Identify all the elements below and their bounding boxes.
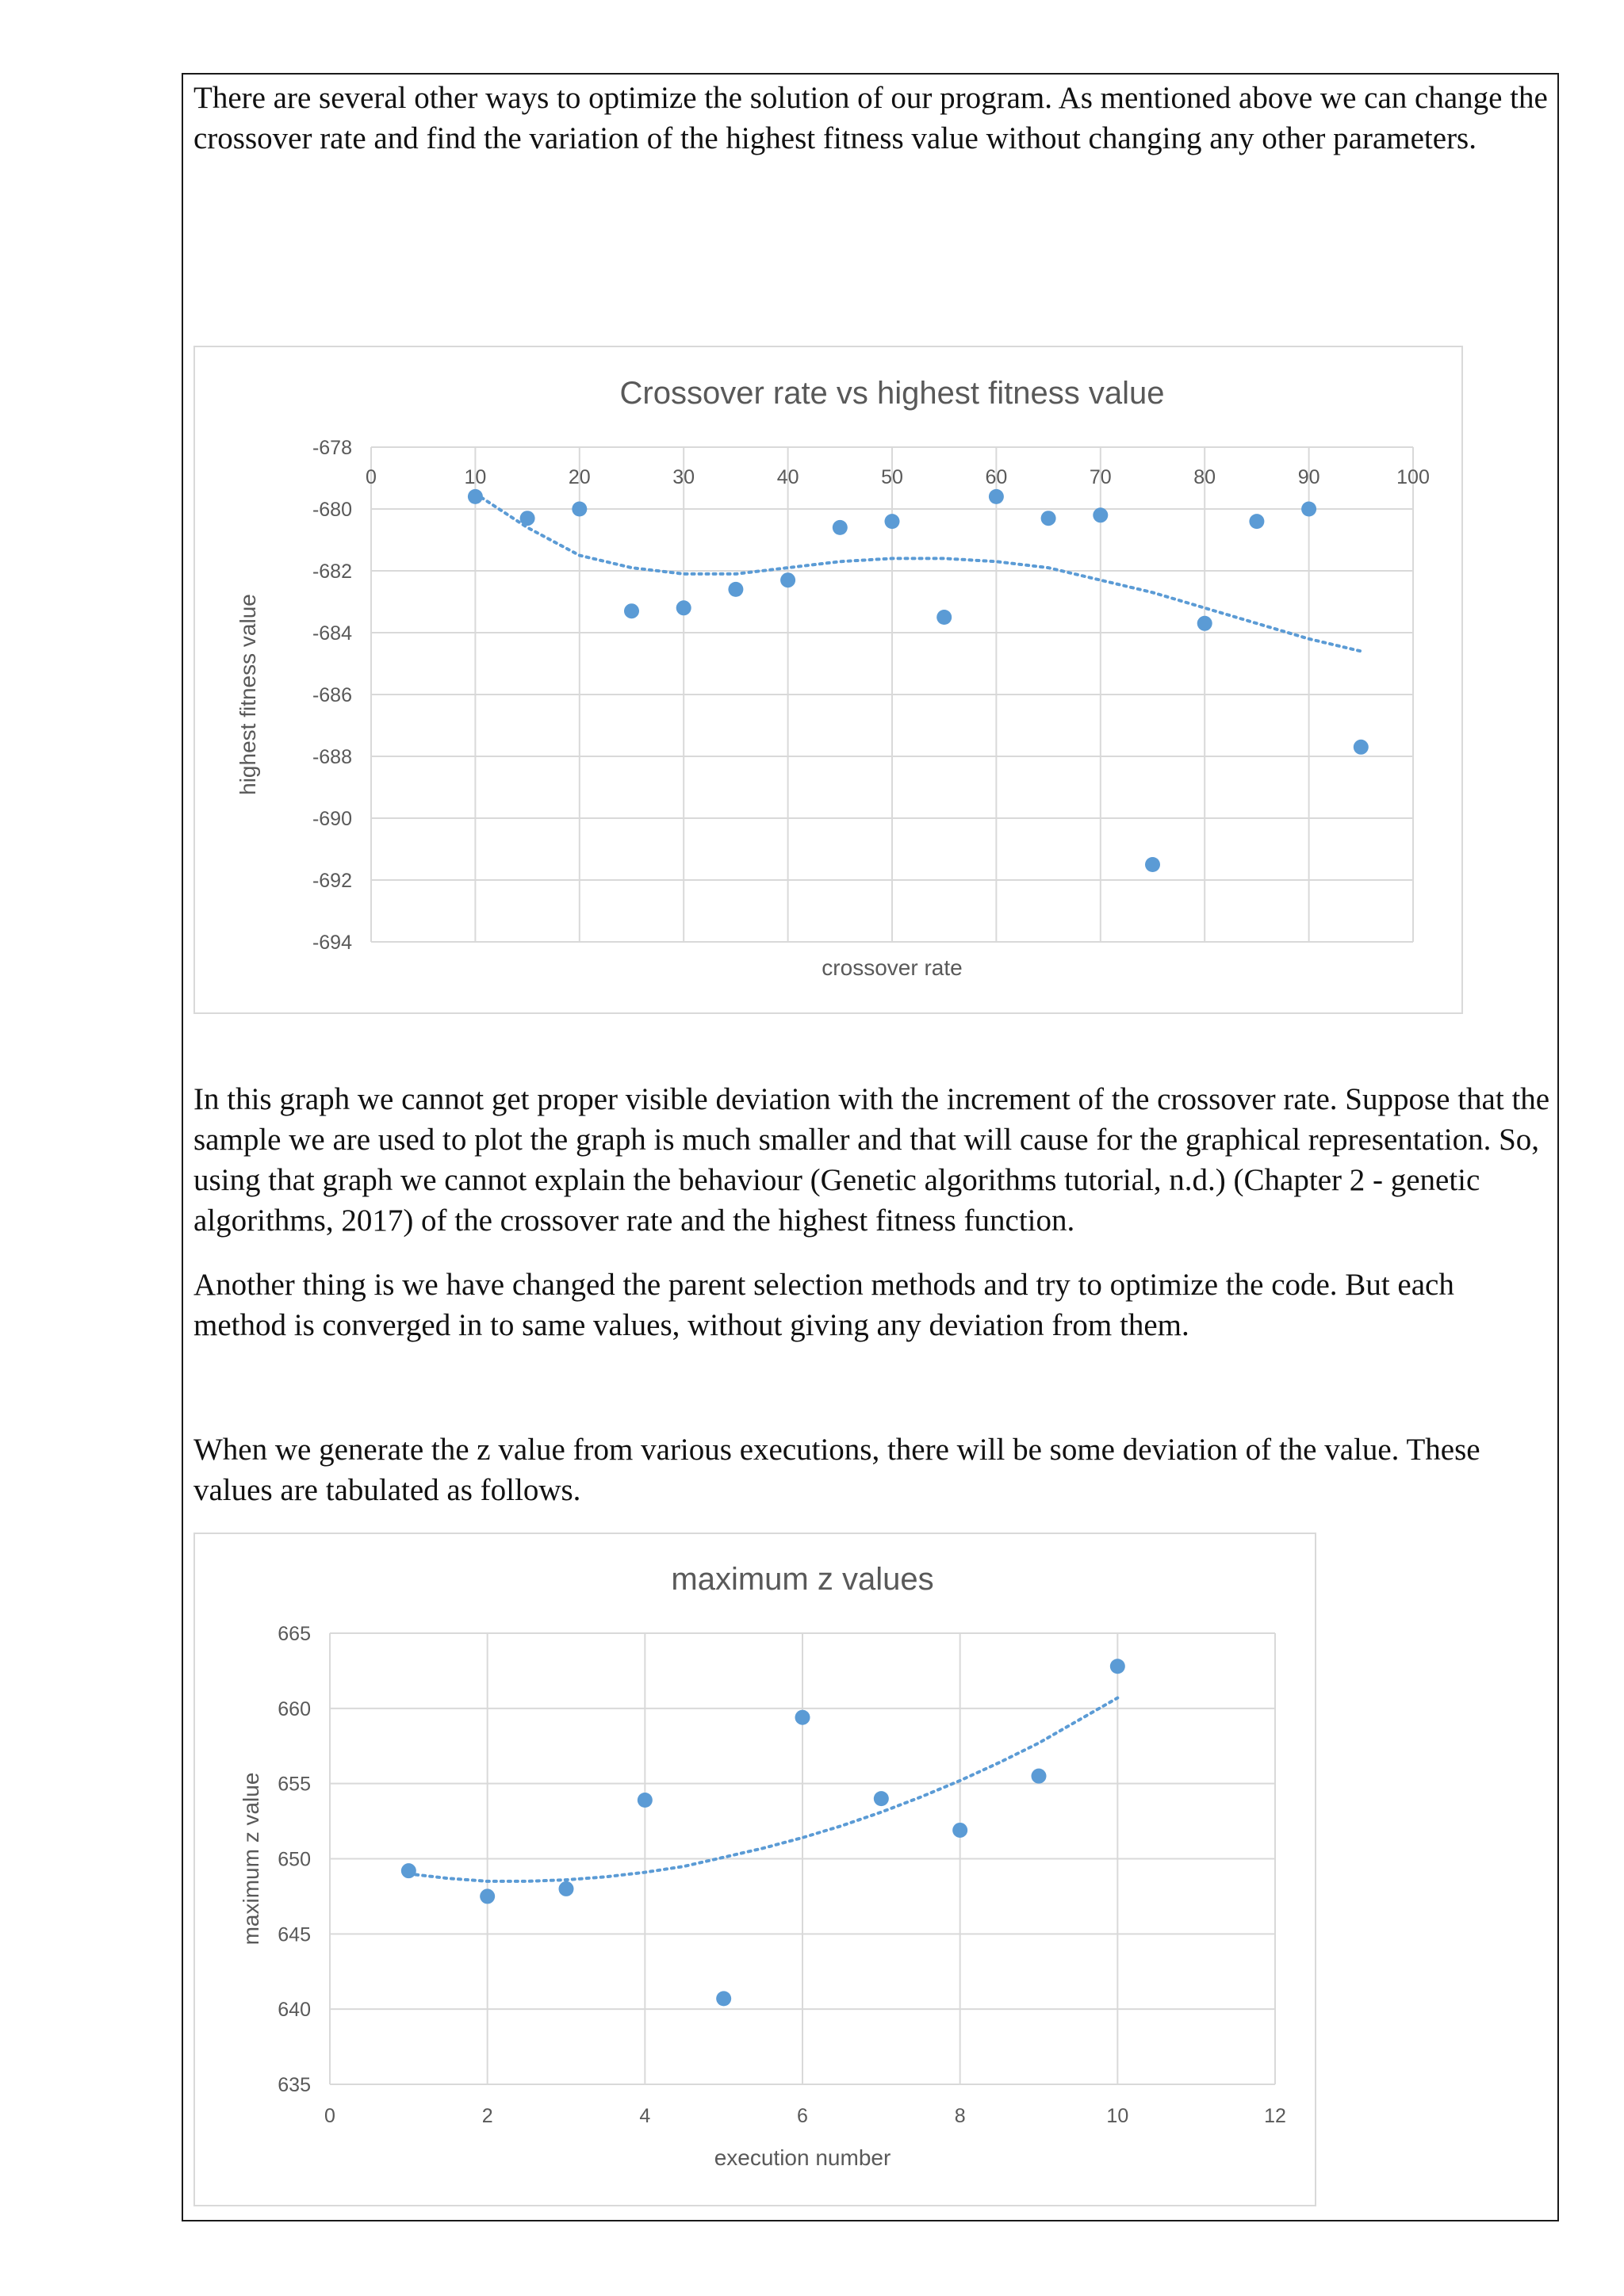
chart1-x-tick-label: 30 <box>672 466 695 488</box>
chart1-y-tick-label: -686 <box>312 684 352 706</box>
chart1-data-point <box>624 603 639 618</box>
chart2-y-tick-label: 650 <box>278 1848 311 1871</box>
chart2-trendline <box>408 1698 1117 1881</box>
chart2-data-point <box>401 1863 416 1878</box>
chart1-data-point <box>885 514 900 529</box>
chart1-data-point <box>989 489 1004 504</box>
chart1-y-tick-label: -684 <box>312 622 352 645</box>
chart1-y-tick-label: -692 <box>312 870 352 892</box>
paragraph-intro: There are several other ways to optimize the solution of our program. As mentioned above we can change the crossover rate and find the variation of the highest fitness value without changing any other parameters. <box>193 81 1548 155</box>
chart1-data-point <box>1197 616 1212 631</box>
chart1-x-tick-label: 70 <box>1089 466 1112 488</box>
chart1-y-axis-label: highest fitness value <box>236 594 260 795</box>
chart2-x-tick-label: 6 <box>797 2105 808 2127</box>
chart1-title: Crossover rate vs highest fitness value <box>619 376 1165 411</box>
chart1-x-tick-label: 80 <box>1193 466 1216 488</box>
paragraph-z-values: When we generate the z value from various executions, there will be some deviation of the value. These values are tabulated as follows. <box>193 1433 1480 1507</box>
chart1-x-tick-label: 40 <box>776 466 799 488</box>
chart1-x-tick-label: 50 <box>881 466 903 488</box>
chart1-data-point <box>1249 514 1264 529</box>
chart2-x-tick-label: 4 <box>639 2105 651 2127</box>
chart1-y-tick-label: -678 <box>312 437 352 459</box>
chart2-data-point <box>480 1888 495 1904</box>
crossover-chart <box>193 346 1463 1014</box>
chart2-data-point <box>559 1881 574 1896</box>
chart2-y-tick-label: 660 <box>278 1697 311 1720</box>
chart2-x-tick-label: 10 <box>1106 2105 1129 2127</box>
chart1-data-point <box>1041 511 1056 526</box>
chart1-data-point <box>728 582 743 597</box>
chart2-data-point <box>638 1793 653 1808</box>
chart2-data-point <box>874 1791 889 1806</box>
chart2-data-point <box>1032 1769 1047 1784</box>
paragraph-graph-discussion: In this graph we cannot get proper visible deviation with the increment of the crossover rate. Suppose that the sample we are used to plot the graph is much smaller and that will cause for the graphical representation. So, using that graph we cannot explain the behaviour (Genetic algorithms tutorial, n.d.) (Chapter 2 - genetic algorithms, 2017) of the crossover rate and the highest fitness function. <box>193 1082 1550 1238</box>
chart2-y-tick-label: 645 <box>278 1923 311 1946</box>
chart2-title: maximum z values <box>671 1562 934 1597</box>
chart2-x-tick-label: 12 <box>1264 2105 1286 2127</box>
chart2-x-tick-label: 0 <box>324 2105 335 2127</box>
chart1-y-tick-label: -682 <box>312 561 352 583</box>
chart2-y-axis-label: maximum z value <box>239 1772 263 1946</box>
chart2-y-tick-label: 635 <box>278 2074 311 2096</box>
chart1-data-point <box>1145 857 1160 872</box>
z-values-chart <box>193 1533 1316 2206</box>
chart1-y-tick-label: -680 <box>312 499 352 521</box>
chart1-data-point <box>520 511 535 526</box>
chart2-data-point <box>716 1991 731 2006</box>
chart1-data-point <box>780 572 795 587</box>
paragraph-parent-selection: Another thing is we have changed the parent selection methods and try to optimize the code. But each method is converged in to same values, without giving any deviation from them. <box>193 1268 1454 1342</box>
chart2-y-tick-label: 655 <box>278 1773 311 1796</box>
chart1-x-tick-label: 100 <box>1396 466 1430 488</box>
z-values-chart-svg <box>195 1534 1315 2205</box>
chart2-x-tick-label: 8 <box>954 2105 966 2127</box>
chart2-data-point <box>795 1710 810 1725</box>
chart1-data-point <box>936 610 952 625</box>
chart1-data-point <box>1354 740 1369 755</box>
chart2-y-tick-label: 640 <box>278 1999 311 2022</box>
chart1-x-axis-label: crossover rate <box>822 955 963 980</box>
chart1-data-point <box>468 489 483 504</box>
chart1-data-point <box>833 520 848 535</box>
chart1-data-point <box>572 502 587 517</box>
chart1-data-point <box>1301 502 1316 517</box>
chart2-x-axis-label: execution number <box>714 2145 891 2170</box>
crossover-chart-svg <box>195 347 1461 1012</box>
chart1-x-tick-label: 20 <box>568 466 591 488</box>
chart1-x-tick-label: 10 <box>464 466 487 488</box>
chart1-y-tick-label: -690 <box>312 808 352 830</box>
chart1-x-tick-label: 0 <box>366 466 377 488</box>
chart1-x-tick-label: 90 <box>1297 466 1320 488</box>
chart2-y-tick-label: 665 <box>278 1623 311 1645</box>
chart1-y-tick-label: -688 <box>312 746 352 768</box>
chart2-data-point <box>1110 1659 1125 1674</box>
chart1-y-tick-label: -694 <box>312 932 352 954</box>
chart2-x-tick-label: 2 <box>481 2105 493 2127</box>
chart1-x-tick-label: 60 <box>985 466 1008 488</box>
chart1-trendline <box>475 494 1361 652</box>
chart2-data-point <box>952 1823 967 1838</box>
chart1-data-point <box>676 600 691 615</box>
chart1-data-point <box>1093 507 1108 522</box>
